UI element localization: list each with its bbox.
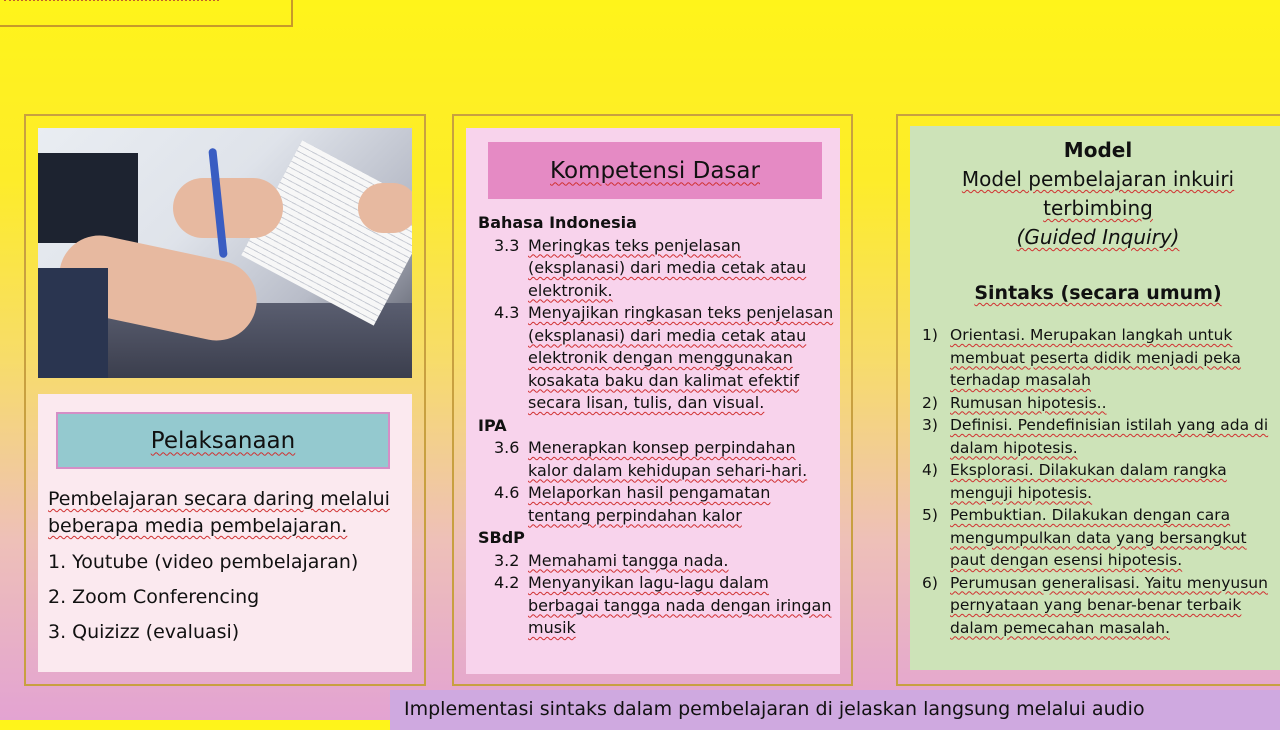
pelaksanaan-panel xyxy=(24,114,426,686)
step-text: Perumusan generalisasi. Yaitu menyusun pernyataan yang benar-benar terbaik dalam pemecahan masalah. xyxy=(950,573,1268,637)
pelaksanaan-intro: Pembelajaran secara daring melalui beberapa media pembelajaran. xyxy=(48,488,390,537)
sintaks-step xyxy=(922,572,1280,640)
subject-heading: IPA xyxy=(478,415,507,435)
step-text: Pembuktian. Dilakukan dengan cara mengumpulkan data yang bersangkut paut dengan esensi hipotesis. xyxy=(950,506,1247,569)
kompetensi-list xyxy=(478,212,836,640)
pelaksanaan-title: Pelaksanaan xyxy=(56,412,390,469)
step-number: 6) xyxy=(922,573,938,592)
audio-note-banner: Implementasi sintaks dalam pembelajaran di jelaskan langsung melalui audio xyxy=(390,690,1280,730)
step-number: 1) xyxy=(922,326,938,344)
media-item: 1. Youtube (video pembelajaran) xyxy=(48,551,359,573)
competency-text: Meringkas teks penjelasan (eksplanasi) dari media cetak atau elektronik. xyxy=(528,235,807,300)
competency-item xyxy=(478,235,836,303)
competency-item xyxy=(478,550,836,573)
sintaks-title: Sintaks (secara umum) xyxy=(974,282,1222,304)
sleeve-shape xyxy=(38,268,108,378)
hand-shape xyxy=(358,183,412,233)
competency-item xyxy=(478,572,836,640)
competency-number: 4.6 xyxy=(494,483,520,502)
subject-heading: SBdP xyxy=(478,528,525,547)
competency-item xyxy=(478,437,836,482)
competency-text: Menyajikan ringkasan teks penjelasan (eksplanasi) dari media cetak atau elektronik dengan menggunakan kosakata baku dan kalimat efektif secara lisan, tulis, dan visual. xyxy=(528,303,834,412)
step-number: 2) xyxy=(922,393,938,412)
media-item: 2. Zoom Conferencing xyxy=(48,586,260,608)
competency-item xyxy=(478,302,836,415)
kompetensi-title: Kompetensi Dasar xyxy=(488,142,822,199)
sintaks-step xyxy=(922,504,1280,572)
competency-text: Menerapkan konsep perpindahan kalor dalam kehidupan sehari-hari. xyxy=(528,438,808,480)
sintaks-steps xyxy=(922,324,1280,639)
step-text: Orientasi. Merupakan langkah untuk membuat peserta didik menjadi peka terhadap masalah xyxy=(950,326,1241,389)
pelaksanaan-box xyxy=(38,394,412,672)
competency-number: 4.3 xyxy=(494,303,520,322)
competency-number: 3.3 xyxy=(494,235,520,255)
subject-heading: Bahasa Indonesia xyxy=(478,213,637,232)
laptop-shape xyxy=(38,153,138,243)
model-panel xyxy=(896,114,1280,686)
media-item: 3. Quizizz (evaluasi) xyxy=(48,621,240,643)
business-handshake-photo xyxy=(38,128,412,378)
competency-text: Menyanyikan lagu-lagu dalam berbagai tangga nada dengan iringan musik xyxy=(528,573,832,637)
step-text: Definisi. Pendefinisian istilah yang ada di dalam hipotesis. xyxy=(950,416,1269,457)
sintaks-step xyxy=(922,459,1280,504)
competency-item xyxy=(478,482,836,527)
step-text: Eksplorasi. Dilakukan dalam rangka menguji hipotesis. xyxy=(950,461,1227,502)
title-underline xyxy=(4,0,219,1)
title-box xyxy=(0,0,293,27)
step-number: 5) xyxy=(922,506,938,524)
model-label: Model xyxy=(1063,138,1133,162)
sintaks-step xyxy=(922,324,1280,392)
competency-text: Memahami tangga nada. xyxy=(528,550,729,570)
competency-number: 4.2 xyxy=(494,573,520,592)
model-name: Model pembelajaran inkuiri terbimbing xyxy=(961,167,1235,220)
sintaks-step xyxy=(922,414,1280,459)
step-text: Rumusan hipotesis.. xyxy=(950,393,1107,412)
sintaks-step xyxy=(922,392,1280,415)
competency-number: 3.2 xyxy=(494,550,520,570)
step-number: 3) xyxy=(922,416,938,434)
model-name-english: (Guided Inquiry) xyxy=(1016,225,1180,249)
kompetensi-panel xyxy=(452,114,853,686)
step-number: 4) xyxy=(922,461,938,479)
competency-number: 3.6 xyxy=(494,438,520,457)
hand-shape xyxy=(173,178,283,238)
competency-text: Melaporkan hasil pengamatan tentang perpindahan kalor xyxy=(528,483,771,525)
